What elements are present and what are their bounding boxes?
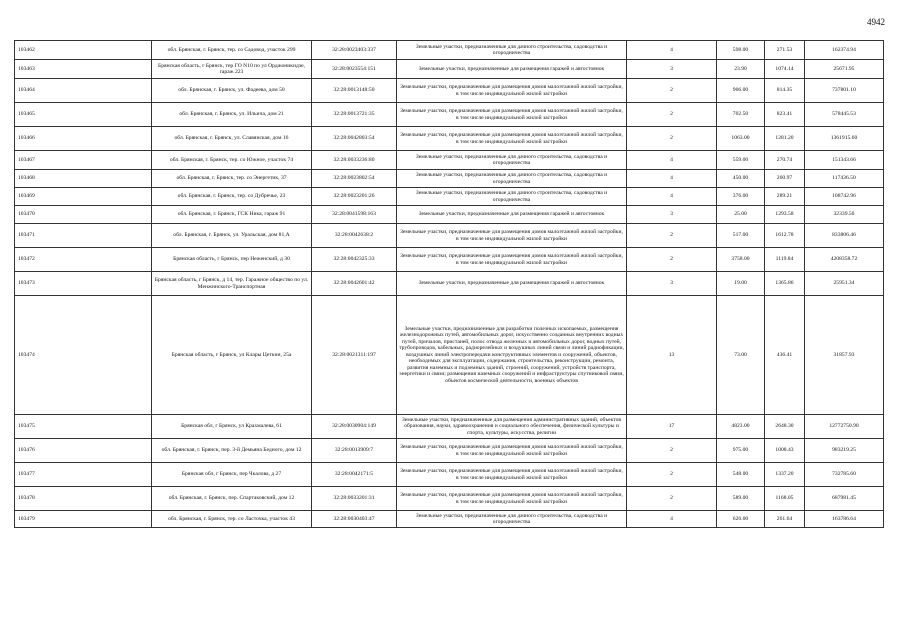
table-row: [15, 248, 884, 272]
row-number: 103471: [15, 224, 152, 248]
cadastral-value-cell: 162374.94: [805, 41, 884, 60]
table-row: [15, 188, 884, 206]
address-cell: обл. Брянская, г. Брянск, ул. Славянская, дом 16: [152, 127, 312, 151]
specific-value-cell: 1168.05: [765, 487, 805, 511]
group-cell: 4: [627, 188, 717, 206]
address-cell: обл. Брянская, г. Брянск, тер. со Дубречье, 23: [152, 188, 312, 206]
area-cell: 589.00: [717, 487, 765, 511]
cadastral-number-cell: 32:28:0042171:5: [312, 463, 397, 487]
row-number: 103464: [15, 79, 152, 103]
row-number: 103475: [15, 415, 152, 439]
table-row: [15, 224, 884, 248]
specific-value-cell: 1365.86: [765, 272, 805, 296]
specific-value-cell: 823.41: [765, 103, 805, 127]
group-cell: 4: [627, 41, 717, 60]
table-row: [15, 170, 884, 188]
group-cell: 2: [627, 79, 717, 103]
specific-value-cell: 1074.14: [765, 60, 805, 79]
cadastral-number-cell: 32:28:0042638:2: [312, 224, 397, 248]
land-use-cell: Земельные участки, предназначенные для дачного строительства, садоводства и огородничества: [397, 41, 627, 60]
specific-value-cell: 270.74: [765, 151, 805, 170]
row-number: 103467: [15, 151, 152, 170]
group-cell: 17: [627, 415, 717, 439]
area-cell: 25.00: [717, 206, 765, 224]
cadastral-value-cell: 117436.50: [805, 170, 884, 188]
group-cell: 2: [627, 224, 717, 248]
specific-value-cell: 1119.84: [765, 248, 805, 272]
cadastral-value-cell: 151343.66: [805, 151, 884, 170]
cadastral-value-cell: 163786.64: [805, 511, 884, 528]
address-cell: Брянская область, г Брянск, тер ГО N10 по ул Орджоникидзе, гараж 223: [152, 60, 312, 79]
table-row: [15, 487, 884, 511]
area-cell: 559.00: [717, 151, 765, 170]
row-number: 103478: [15, 487, 152, 511]
cadastral-value-cell: 12772750.90: [805, 415, 884, 439]
page-number: 4942: [867, 17, 885, 27]
specific-value-cell: 436.41: [765, 296, 805, 415]
cadastral-value-cell: 4208358.72: [805, 248, 884, 272]
cadastral-number-cell: 32:28:0042601:42: [312, 272, 397, 296]
specific-value-cell: 1008.43: [765, 439, 805, 463]
cadastral-number-cell: 32:28:0033236:80: [312, 151, 397, 170]
row-number: 103470: [15, 206, 152, 224]
area-cell: 23.90: [717, 60, 765, 79]
cadastral-value-cell: 25671.95: [805, 60, 884, 79]
row-number: 103479: [15, 511, 152, 528]
area-cell: 73.00: [717, 296, 765, 415]
specific-value-cell: 814.35: [765, 79, 805, 103]
land-use-cell: Земельные участки, предназначенные для размещения домов малоэтажной жилой застройки, в том числе индивидуальной жилой застройки: [397, 79, 627, 103]
specific-value-cell: 2648.30: [765, 415, 805, 439]
area-cell: 450.00: [717, 170, 765, 188]
group-cell: 4: [627, 151, 717, 170]
cadastral-number-cell: 32:28:0021311:197: [312, 296, 397, 415]
group-cell: 2: [627, 127, 717, 151]
address-cell: обл. Брянская, г. Брянск, ул. Фадеева, дом 50: [152, 79, 312, 103]
cadastral-number-cell: 32:28:0041598:163: [312, 206, 397, 224]
land-use-cell: Земельные участки, предназначенные для размещения домов малоэтажной жилой застройки, в том числе индивидуальной жилой застройки: [397, 487, 627, 511]
group-cell: 3: [627, 206, 717, 224]
address-cell: Брянская обл, г Брянск, ул Крахмалева, 61: [152, 415, 312, 439]
table-row: [15, 272, 884, 296]
row-number: 103465: [15, 103, 152, 127]
land-use-cell: Земельные участки, предназначенные для дачного строительства, садоводства и огородничества: [397, 170, 627, 188]
address-cell: обл. Брянская, г. Брянск, тер. со Садовод, участок 299: [152, 41, 312, 60]
group-cell: 3: [627, 60, 717, 79]
land-use-cell: Земельные участки, предназначенные для размещения административных зданий, объектов образования, науки, здравоохранения и социального обеспечения, физической культуры и спорта, культуры, искусства, религии: [397, 415, 627, 439]
table-row: [15, 206, 884, 224]
specific-value-cell: 1612.78: [765, 224, 805, 248]
table-row: [15, 79, 884, 103]
cadastral-value-cell: 32339.50: [805, 206, 884, 224]
address-cell: обл. Брянская, г. Брянск, ГСК Ника, гараж 91: [152, 206, 312, 224]
cadastral-number-cell: 32:28:0030403:47: [312, 511, 397, 528]
cadastral-number-cell: 32:28:0023554:151: [312, 60, 397, 79]
address-cell: обл. Брянская, г. Брянск, пер. 3-й Демьяна Бедного, дом 12: [152, 439, 312, 463]
specific-value-cell: 1281.20: [765, 127, 805, 151]
address-cell: обл. Брянская, г. Брянск, тер. со Ласточка, участок 43: [152, 511, 312, 528]
area-cell: 517.00: [717, 224, 765, 248]
address-cell: Брянская обл, г Брянск, пер Чкалова, д 27: [152, 463, 312, 487]
group-cell: 4: [627, 170, 717, 188]
land-use-cell: Земельные участки, предназначенные для размещения домов малоэтажной жилой застройки, в том числе индивидуальной жилой застройки: [397, 127, 627, 151]
specific-value-cell: 1293.58: [765, 206, 805, 224]
land-use-cell: Земельные участки, предназначенные для размещения домов малоэтажной жилой застройки, в том числе индивидуальной жилой застройки: [397, 224, 627, 248]
land-use-cell: Земельные участки, предназначенные для размещения гаражей и автостоянок: [397, 60, 627, 79]
row-number: 103473: [15, 272, 152, 296]
group-cell: 2: [627, 487, 717, 511]
cadastral-number-cell: 32:28:0013909:7: [312, 439, 397, 463]
cadastral-value-cell: 732785.60: [805, 463, 884, 487]
area-cell: 376.00: [717, 188, 765, 206]
area-cell: 975.00: [717, 439, 765, 463]
land-use-cell: Земельные участки, предназначенные для размещения домов малоэтажной жилой застройки, в том числе индивидуальной жилой застройки: [397, 248, 627, 272]
cadastral-value-cell: 983219.25: [805, 439, 884, 463]
address-cell: обл. Брянская, г. Брянск, ул. Уральская, дом 81,А: [152, 224, 312, 248]
specific-value-cell: 289.21: [765, 188, 805, 206]
row-number: 103476: [15, 439, 152, 463]
table-row: [15, 296, 884, 415]
cadastral-number-cell: 32:28:0033201:31: [312, 487, 397, 511]
table-row: [15, 463, 884, 487]
specific-value-cell: 271.53: [765, 41, 805, 60]
row-number: 103469: [15, 188, 152, 206]
land-use-cell: Земельные участки, предназначенные для дачного строительства, садоводства и огородничества: [397, 188, 627, 206]
row-number: 103466: [15, 127, 152, 151]
land-use-cell: Земельные участки, предназначенные для размещения домов малоэтажной жилой застройки, в том числе индивидуальной жилой застройки: [397, 103, 627, 127]
address-cell: Брянская область, г Брянск, д 14, тер. Гаражное общество по ул. Менжинского-Транспортная: [152, 272, 312, 296]
group-cell: 2: [627, 463, 717, 487]
group-cell: 2: [627, 439, 717, 463]
cadastral-number-cell: 32:28:0042325:33: [312, 248, 397, 272]
cadastral-number-cell: 32:28:0023802:54: [312, 170, 397, 188]
cadastral-number-cell: 32:28:0030904:149: [312, 415, 397, 439]
row-number: 103462: [15, 41, 152, 60]
table-row: [15, 415, 884, 439]
address-cell: обл. Брянская, г. Брянск, пер. Спартаковский, дом 12: [152, 487, 312, 511]
specific-value-cell: 261.64: [765, 511, 805, 528]
land-use-cell: Земельные участки, предназначенные для дачного строительства, садоводства и огородничества: [397, 151, 627, 170]
address-cell: обл. Брянская, г. Брянск, тер. со Южное, участок 74: [152, 151, 312, 170]
land-use-cell: Земельные участки, предназначенные для размещения домов малоэтажной жилой застройки, в том числе индивидуальной жилой застройки: [397, 439, 627, 463]
land-use-cell: Земельные участки, предназначенные для дачного строительства, садоводства и огородничества: [397, 511, 627, 528]
cadastral-value-table: [14, 40, 884, 528]
area-cell: 906.00: [717, 79, 765, 103]
cadastral-value-cell: 833806.46: [805, 224, 884, 248]
group-cell: 2: [627, 103, 717, 127]
table-row: [15, 103, 884, 127]
specific-value-cell: 1337.20: [765, 463, 805, 487]
cadastral-number-cell: 32:28:0023201:26: [312, 188, 397, 206]
address-cell: Брянская область, г Брянск, ул Клары Цеткин, 25а: [152, 296, 312, 415]
row-number: 103463: [15, 60, 152, 79]
cadastral-value-cell: 1361915.60: [805, 127, 884, 151]
row-number: 103474: [15, 296, 152, 415]
cadastral-value-cell: 737801.10: [805, 79, 884, 103]
area-cell: 4823.00: [717, 415, 765, 439]
table-row: [15, 41, 884, 60]
cadastral-value-cell: 108742.96: [805, 188, 884, 206]
cadastral-number-cell: 32:28:0042803:54: [312, 127, 397, 151]
group-cell: 4: [627, 511, 717, 528]
table-row: [15, 511, 884, 528]
area-cell: 626.00: [717, 511, 765, 528]
area-cell: 1063.00: [717, 127, 765, 151]
address-cell: обл. Брянская, г. Брянск, тер. со Энергетик, 37: [152, 170, 312, 188]
cadastral-number-cell: 32:28:0023403:337: [312, 41, 397, 60]
cadastral-number-cell: 32:28:0013148:50: [312, 79, 397, 103]
table-row: [15, 127, 884, 151]
specific-value-cell: 260.97: [765, 170, 805, 188]
row-number: 103468: [15, 170, 152, 188]
address-cell: Брянская область, г Брянск, пер Неженский, д 30: [152, 248, 312, 272]
group-cell: 3: [627, 272, 717, 296]
land-use-cell: Земельные участки, предназначенные для размещения гаражей и автостоянок: [397, 272, 627, 296]
cadastral-value-cell: 687981.45: [805, 487, 884, 511]
cadastral-value-cell: 31857.93: [805, 296, 884, 415]
land-use-cell: Земельные участки, предназначенные для разработки полезных ископаемых, размещения железнодорожных путей, автомобильных дорог, искусственно созданных внутренних водных путей, причалов, пристаней, полос отвода железных и автомобильных дорог, водных путей, трубопроводов, кабельных, радиорелейных и воздушных линий связи и линий радиофикации, воздушных линий электропередачи конструктивных элементов и сооружений, объектов, необходимых для эксплуатации, содержания, строительства, реконструкции, ремонта, развития наземных и подземных зданий, строений, сооружений, устройств транспорта, энергетики и связи; размещения наземных сооружений и инфраструктуры спутниковой связи, объектов космической деятельности, военных объектов: [397, 296, 627, 415]
row-number: 103477: [15, 463, 152, 487]
cadastral-number-cell: 32:28:0013721:35: [312, 103, 397, 127]
group-cell: 13: [627, 296, 717, 415]
row-number: 103472: [15, 248, 152, 272]
address-cell: обл. Брянская, г. Брянск, ул. Ильича, дом 21: [152, 103, 312, 127]
area-cell: 3758.00: [717, 248, 765, 272]
group-cell: 2: [627, 248, 717, 272]
land-use-cell: Земельные участки, предназначенные для размещения гаражей и автостоянок: [397, 206, 627, 224]
area-cell: 19.00: [717, 272, 765, 296]
area-cell: 598.00: [717, 41, 765, 60]
area-cell: 548.00: [717, 463, 765, 487]
cadastral-value-cell: 25951.34: [805, 272, 884, 296]
table-row: [15, 439, 884, 463]
area-cell: 702.50: [717, 103, 765, 127]
table-row: [15, 60, 884, 79]
cadastral-value-cell: 578445.53: [805, 103, 884, 127]
land-use-cell: Земельные участки, предназначенные для размещения домов малоэтажной жилой застройки, в том числе индивидуальной жилой застройки: [397, 463, 627, 487]
table-row: [15, 151, 884, 170]
